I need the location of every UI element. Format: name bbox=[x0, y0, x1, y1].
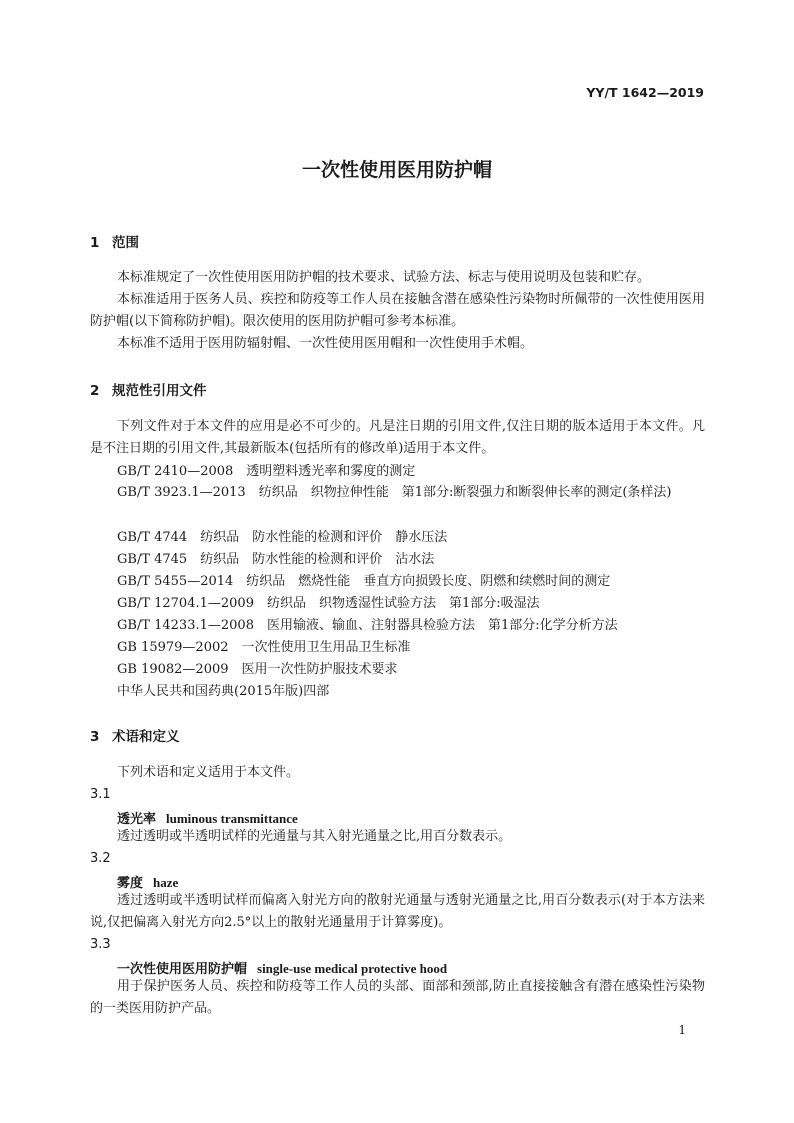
term-definition: 透过透明或半透明试样的光通量与其入射光通量之比,用百分数表示。 bbox=[117, 829, 512, 844]
reference-item: 中华人民共和国药典(2015年版)四部 bbox=[117, 684, 330, 699]
section-2-heading bbox=[90, 379, 207, 399]
reference-item: GB/T 5455—2014 纺织品 燃烧性能 垂直方向损毁长度、阴燃和续燃时间的测定 bbox=[117, 574, 611, 589]
section-number: 1 bbox=[90, 235, 100, 251]
reference-item: GB/T 14233.1—2008 医用输液、输血、注射器具检验方法 第1部分:化学分析方法 bbox=[117, 618, 618, 633]
standard-code: YY/T 1642—2019 bbox=[586, 85, 704, 100]
term-zh: 雾度 bbox=[117, 876, 144, 891]
reference-item: GB/T 4744 纺织品 防水性能的检测和评价 静水压法 bbox=[117, 530, 448, 545]
term-zh: 一次性使用医用防护帽 bbox=[117, 962, 248, 977]
section-title: 术语和定义 bbox=[112, 729, 180, 745]
paragraph: 下列文件对于本文件的应用是必不可少的。凡是注日期的引用文件,仅注日期的版本适用于本文件。凡是不注日期的引用文件,其最新版本(包括所有的修改单)适用于本文件。 bbox=[90, 419, 705, 456]
term-en: luminous transmittance bbox=[166, 811, 298, 826]
paragraph: 本标准规定了一次性使用医用防护帽的技术要求、试验方法、标志与使用说明及包装和贮存。 bbox=[117, 270, 651, 285]
section-title: 范围 bbox=[112, 235, 139, 251]
paragraph: 本标准适用于医务人员、疾控和防疫等工作人员在接触含潜在感染性污染物时所佩带的一次性使用医用防护帽(以下简称防护帽)。限次使用的医用防护帽可参考本标准。 bbox=[90, 292, 705, 329]
section-3-heading bbox=[90, 725, 180, 745]
reference-item: GB 19082—2009 医用一次性防护服技术要求 bbox=[117, 662, 398, 677]
reference-item: GB/T 3923.1—2013 纺织品 织物拉伸性能 第1部分:断裂强力和断裂伸长率的测定(条样法) bbox=[117, 485, 672, 500]
document-title: 一次性使用医用防护帽 bbox=[301, 159, 492, 181]
section-title: 规范性引用文件 bbox=[112, 383, 207, 399]
paragraph: 本标准不适用于医用防辐射帽、一次性使用医用帽和一次性使用手术帽。 bbox=[117, 336, 534, 351]
paragraph: 下列术语和定义适用于本文件。 bbox=[117, 765, 300, 780]
reference-item: GB/T 12704.1—2009 纺织品 织物透湿性试验方法 第1部分:吸湿法 bbox=[117, 596, 540, 611]
term-heading bbox=[117, 808, 298, 827]
term-en: single-use medical protective hood bbox=[257, 961, 448, 976]
reference-item: GB/T 2410—2008 透明塑料透光率和雾度的测定 bbox=[117, 464, 416, 479]
term-en: haze bbox=[153, 875, 179, 890]
term-zh: 透光率 bbox=[117, 812, 157, 827]
section-number: 3 bbox=[90, 729, 100, 745]
term-heading bbox=[117, 958, 447, 977]
term-number: 3.1 bbox=[90, 787, 111, 802]
page-number: 1 bbox=[678, 1023, 686, 1037]
section-1-heading bbox=[90, 231, 139, 251]
term-definition: 用于保护医务人员、疾控和防疫等工作人员的头部、面部和颈部,防止直接接触含有潜在感染性污染物的一类医用防护产品。 bbox=[90, 979, 705, 1016]
section-number: 2 bbox=[90, 383, 100, 399]
term-number: 3.3 bbox=[90, 937, 111, 952]
term-definition: 透过透明或半透明试样而偏离入射光方向的散射光通量与透射光通量之比,用百分数表示(对于本方法来说,仅把偏离入射光方向2.5°以上的散射光通量用于计算雾度)。 bbox=[90, 893, 705, 930]
reference-item: GB/T 4745 纺织品 防水性能的检测和评价 沾水法 bbox=[117, 552, 435, 567]
term-heading bbox=[117, 872, 178, 891]
reference-item: GB 15979—2002 一次性使用卫生用品卫生标准 bbox=[117, 640, 411, 655]
term-number: 3.2 bbox=[90, 851, 111, 866]
